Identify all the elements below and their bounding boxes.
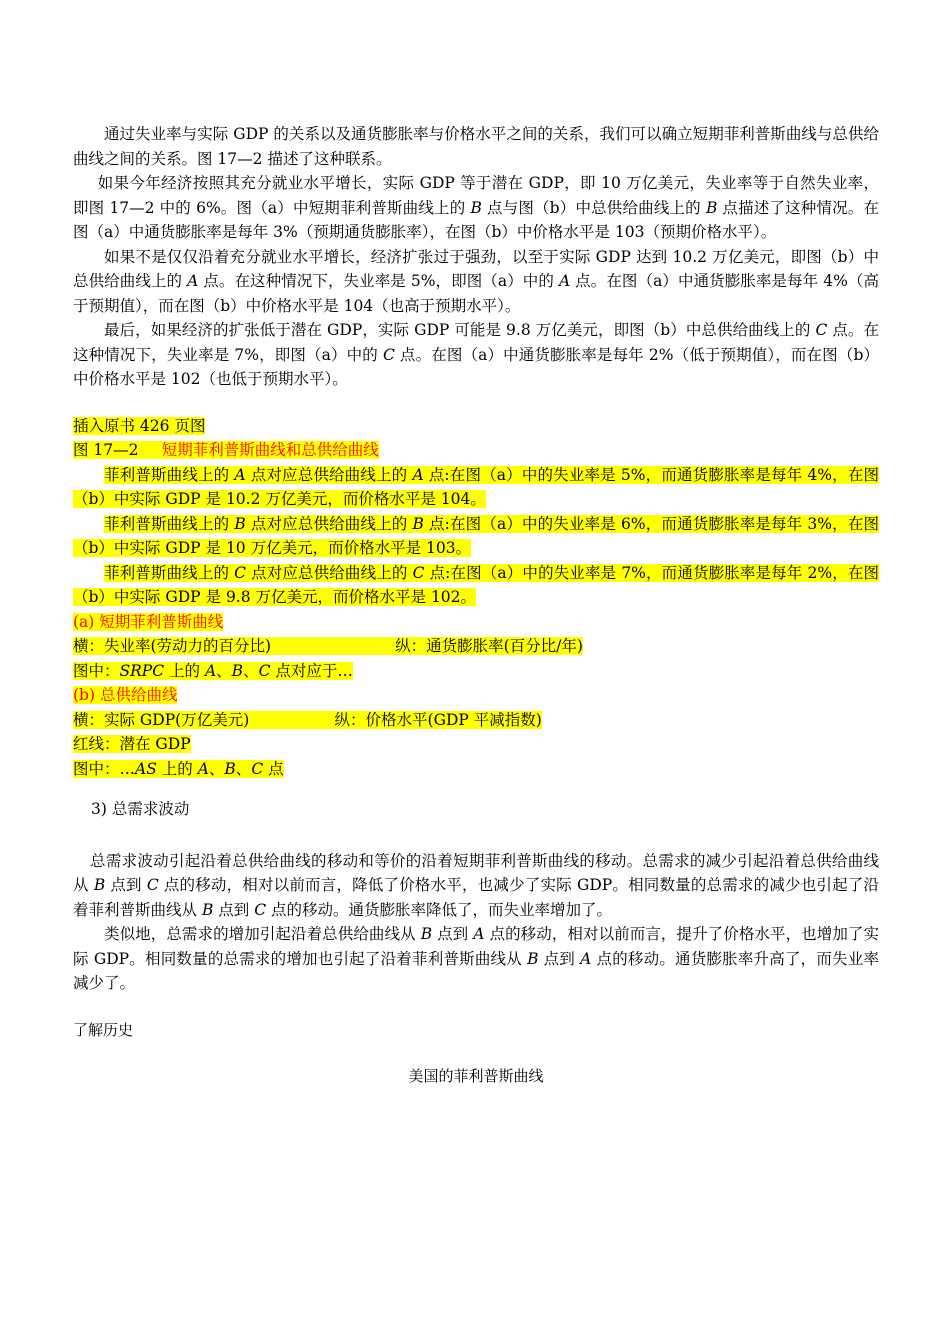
italic-letter: B — [201, 900, 214, 919]
text-run: 点的移动，相对以前而言，降低了价格水平，也减少了实际 GDP。相同数量的总需求的减少也引起了沿着菲利普斯曲线从 — [73, 876, 879, 919]
figure-insert-block — [73, 414, 879, 782]
text-run: 如果今年经济按照其充分就业水平增长，实际 GDP 等于潜在 GDP，即 10 万亿美元，失业率等于自然失业率，即图 17—2 中的 6%。图（a）中短期菲利普斯曲线上的 — [73, 174, 879, 217]
italic-letter: B — [224, 759, 236, 778]
italic-letter: B — [527, 949, 539, 968]
section-paragraph-2 — [73, 922, 879, 996]
text-run: 类似地，总需求的增加引起沿着总供给曲线从 — [104, 925, 421, 943]
italic-letter: C — [254, 900, 267, 919]
insert-note: 插入原书 426 页图 — [73, 416, 206, 435]
italic-letter: B — [705, 198, 718, 217]
text-run: 点的移动，相对以前而言，提升了价格水平，也增加了实际 GDP。相同数量的总需求的增加也引起了沿着菲利普斯曲线从 — [73, 925, 879, 968]
text-run: 点:在图（a）中的失业率是 6%，而通货膨胀率是每年 3%，在图（b）中实际 GDP 是 10 万亿美元，而价格水平是 103。 — [73, 514, 879, 557]
italic-letter: B — [420, 925, 433, 943]
text-run: 、 — [216, 661, 232, 680]
italic-letter: B — [231, 661, 244, 680]
text-run: 点对应总供给曲线上的 — [245, 514, 413, 533]
text-run: 点与图（b）中总供给曲线上的 — [481, 198, 706, 217]
text-run: 点到 — [213, 900, 255, 919]
text-run: 、 — [243, 661, 259, 680]
paragraph-text: 通过失业率与实际 GDP 的关系以及通货膨胀率与价格水平之间的关系，我们可以确立短期菲利普斯曲线与总供给曲线之间的关系。图 17—2 描述了这种联系。 — [73, 125, 879, 168]
caption-a — [73, 463, 879, 512]
italic-letter: B — [412, 514, 424, 533]
section-heading: 3) 总需求波动 — [91, 800, 190, 818]
text-run: 点的移动。通货膨胀率升高了，而失业率减少了。 — [73, 949, 879, 992]
italic-letter: B — [470, 198, 482, 217]
figure-title: 短期菲利普斯曲线和总供给曲线 — [161, 441, 379, 459]
paragraph-1 — [73, 122, 879, 171]
italic-letter: A — [197, 759, 209, 778]
italic-letter: A — [473, 925, 485, 943]
document-page — [73, 122, 879, 1089]
text-run: 点:在图（a）中的失业率是 7%，而通货膨胀率是每年 2%，在图（b）中实际 GDP 是 9.8 万亿美元，而价格水平是 102。 — [73, 563, 879, 606]
paragraph-3 — [73, 245, 879, 319]
italic-letter: A — [412, 465, 424, 484]
subfigure-b-note — [73, 760, 284, 778]
figure-number: 图 17—2 — [73, 441, 139, 459]
text-run: 点 — [263, 759, 284, 778]
subfigure-b-axis-y: 纵：价格水平(GDP 平减指数) — [334, 710, 542, 729]
text-run: 点到 — [432, 925, 474, 943]
subfigure-a-note — [73, 662, 353, 680]
italic-letter: C — [234, 563, 247, 582]
text-run: 点。在图（a）中通货膨胀率是每年 4%（高于预期值），而在图（b）中价格水平是 104（也高于预期水平）。 — [73, 272, 879, 315]
text-run: 点的移动。通货膨胀率降低了，而失业率增加了。 — [266, 900, 612, 919]
history-label: 了解历史 — [73, 1020, 134, 1039]
section-paragraph-1 — [73, 849, 879, 923]
text-run: 上的 — [156, 759, 198, 778]
text-run: 点。在这种情况下，失业率是 7%，即图（a）中的 — [73, 321, 879, 364]
text-run: 图中： — [73, 661, 120, 680]
text-run: 菲利普斯曲线上的 — [104, 514, 235, 533]
history-title: 美国的菲利普斯曲线 — [408, 1067, 544, 1085]
text-run: 点对应总供给曲线上的 — [246, 563, 413, 582]
subfigure-a-axis-y: 纵：通货膨胀率(百分比/年) — [395, 637, 583, 655]
text-run: 、 — [235, 759, 252, 778]
subfigure-a-axis-x: 横：失业率(劳动力的百分比) — [73, 637, 272, 655]
italic-letter: C — [383, 345, 395, 364]
text-run: 点。在图（a）中通货膨胀率是每年 2%（低于预期值），而在图（b）中价格水平是 102（也低于预期水平）。 — [73, 345, 880, 388]
italic-letter: A — [580, 949, 592, 968]
text-run: 点对应总供给曲线上的 — [245, 465, 413, 484]
italic-letter: C — [146, 876, 159, 894]
text-run: 点描述了这种情况。在图（a）中通货膨胀率是每年 3%（预期通货膨胀率），在图（b）中价格水平是 103（预期价格水平）。 — [73, 198, 879, 241]
text-run: 点到 — [105, 876, 147, 894]
paragraph-2 — [73, 171, 879, 245]
red-line-note: 红线：潜在 GDP — [73, 735, 191, 753]
text-run: 最后，如果经济的扩张低于潜在 GDP，实际 GDP 可能是 9.8 万亿美元，即图（b）中总供给曲线上的 — [104, 321, 816, 339]
italic-letter: A — [204, 661, 217, 680]
italic-letter: B — [234, 514, 246, 533]
text-run: 菲利普斯曲线上的 — [104, 465, 235, 484]
italic-letter: A — [558, 272, 571, 290]
italic-letter: C — [251, 759, 264, 778]
subfigure-b-title: (b) 总供给曲线 — [73, 686, 178, 704]
text-run: 上的 — [164, 661, 205, 680]
text-run: 点。在这种情况下，失业率是 5%，即图（a）中的 — [198, 272, 559, 290]
italic-letter: A — [187, 272, 199, 290]
subfigure-a-title: (a) 短期菲利普斯曲线 — [73, 612, 224, 631]
caption-c — [73, 561, 879, 610]
text-run: 总需求波动引起沿着总供给曲线的移动和等价的沿着短期菲利普斯曲线的移动。总需求的减少引起沿着总供给曲线从 — [73, 851, 879, 894]
italic-letter: C — [258, 661, 271, 680]
italic-letter: SRPC — [119, 661, 165, 680]
caption-b — [73, 512, 879, 561]
text-run: 菲利普斯曲线上的 — [104, 563, 235, 582]
text-run: 点到 — [538, 949, 581, 968]
italic-letter: AS — [135, 759, 157, 778]
text-run: 如果不是仅仅沿着充分就业水平增长，经济扩张过于强劲，以至于实际 GDP 达到 10.2 万亿美元，即图（b）中总供给曲线上的 — [73, 247, 879, 290]
text-run: 点对应于… — [270, 661, 353, 680]
paragraph-4 — [73, 318, 879, 392]
text-run: 、 — [208, 759, 225, 778]
italic-letter: B — [93, 876, 106, 894]
text-run: 图中：… — [73, 759, 136, 778]
italic-letter: A — [234, 465, 246, 484]
italic-letter: C — [412, 563, 425, 582]
text-run: 点:在图（a）中的失业率是 5%，而通货膨胀率是每年 4%，在图（b）中实际 GDP 是 10.2 万亿美元，而价格水平是 104。 — [73, 465, 879, 508]
italic-letter: C — [815, 321, 828, 339]
subfigure-b-axis-x: 横：实际 GDP(万亿美元) — [73, 710, 250, 729]
